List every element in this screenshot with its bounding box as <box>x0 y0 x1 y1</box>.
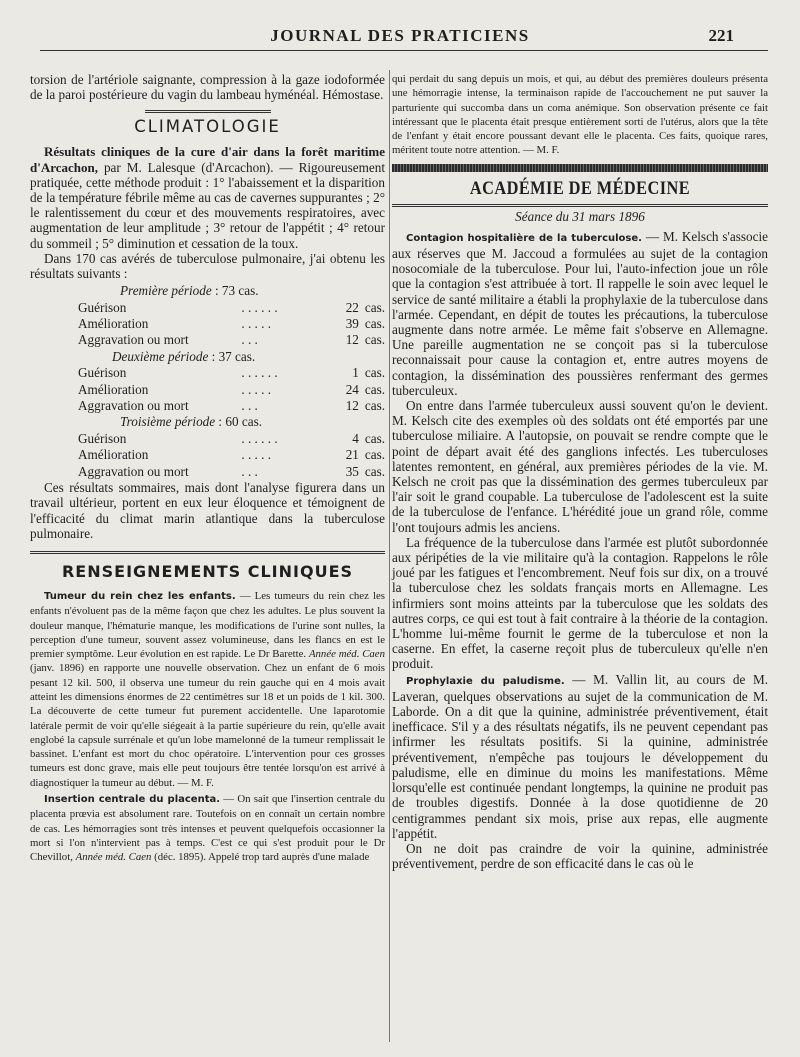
journal-title: JOURNAL DES PRATICIENS <box>270 26 530 45</box>
table-row: Guérison . . . . . . 22 cas. <box>78 299 386 315</box>
clim-text2: Dans 170 cas avérés de tuberculose pulmonaire, j'ai obtenu les résultats suivants : <box>30 250 385 282</box>
insertion-lead: Insertion centrale du placenta. <box>44 794 221 806</box>
clim-lead: Résultats cliniques de la cure d'air dans la forêt maritime d'Arcachon, <box>30 144 385 175</box>
frequence-paragraph: La fréquence de la tuberculose dans l'armée est plutôt subordonnée aux péripéties de la vie militaire qu'à la contagion. Rappelons le rôle joué par les fatigues et l'encombrement. Neuf fois sur dix, on a trouvé la tuberculose chez les soldats français morts en Allemagne. Les infirmiers sont moins atteints par la tuberculose que les soldats des autres corps, ce qui est tout à fait contraire à la théorie de la contagion. L'homme lui-même fournit le germe de la tuberculose et non la caserne. En effet, la caserne reçoit plus de tuberculeux qu'elle n'en produit. <box>392 534 768 672</box>
clim-conclusion: Ces résultats sommaires, mais dont l'analyse figurera dans un travail ultérieur, portent en eux leur éloquence et témoignent de l'efficacité du climat marin atlantique dans la tuberculose pulmonaire. <box>30 480 385 541</box>
table-row: Guérison . . . . . . 1 cas. <box>78 365 386 381</box>
prophylaxie-lead: Prophylaxie du paludisme. <box>406 675 565 687</box>
header-rule <box>40 50 768 51</box>
table-row: Aggravation ou mort . . . 12 cas. <box>78 398 386 414</box>
section-rule <box>30 551 385 554</box>
climatologie-paragraph <box>30 144 385 250</box>
kelsch-paragraph: On entre dans l'armée tuberculeux aussi souvent qu'on le devient. M. Kelsch cite des exemples où des soldats ont été emportés par une tuberculose miliaire. A l'autopsie, on pouvait se rendre compte que le point de départ avait été des ganglions infectés. Les tuberculoses latentes remontent, en général, aux premières périodes de la vie. M. Kelsch ne croit pas que la dissémination des germes tuberculeux par l'air soit le grand coupable. La tuberculose de l'adolescent est la suite de la tuberculose de l'enfance. L'hérédité joue un grand rôle, comme l'ont toujours admis les anciens. <box>392 398 768 535</box>
table-row: Amélioration . . . . . 21 cas. <box>78 447 386 463</box>
contagion-lead: Contagion hospitalière de la tuberculose. <box>406 232 642 244</box>
tumeur-paragraph: Tumeur du rein chez les enfants. — Les tumeurs du rein chez les enfants n'évoluent pas de la même façon que chez les adultes. Le plus souvent la douleur manque, l'hématurie manque, les modifications de l'urine sont nulles, la perception d'une tumeur, souvent assez volumineuse, dans les flancs en est le premier symptôme. Leur évolution en est rapide. Le Dr Barette. Année méd. Caen (janv. 1896) en rapporte une nouvelle observation. Chez un enfant de 6 mois pesant 12 kil. 500, il observa une tumeur du rein gauche qui en 4 mois avait atteint les dimensions énormes de 22 centimètres sur 18 et un poids de 1 kil. 300. La découverte de cette tumeur fut purement accidentelle. Une laparotomie latérale permit de voir qu'elle siégeait à la partie supérieure du rein, qu'elle avait englobé la capsule surrénale et qu'un lobe mamelonné de la tumeur remplissait le bassinet. L'enfant est mort du choc opératoire. L'intervention pour ces grosses tumeurs est donc grave, mais elle peut toujours être tentée lorsqu'on est arrivé à diagnostiquer la tumeur au début. — M. F. <box>30 589 385 789</box>
period-title: Première période : 73 cas. <box>120 283 259 299</box>
seance-date: Séance du 31 mars 1896 <box>515 208 645 224</box>
renseignements-heading <box>30 551 385 581</box>
last-paragraph: On ne doit pas craindre de voir la quinine, administrée préventivement, perdre de son efficacité dans le cas où le <box>392 840 768 872</box>
right-column <box>392 72 768 871</box>
ornament-rule <box>145 110 271 113</box>
table-row: Guérison . . . . . . 4 cas. <box>78 430 386 446</box>
period-title: Deuxième période : 37 cas. <box>112 348 256 364</box>
climatologie-heading <box>30 110 385 136</box>
tumeur-lead: Tumeur du rein chez les enfants. <box>44 590 236 602</box>
prophylaxie-paragraph: Prophylaxie du paludisme. — M. Vallin lit, au cours de M. Laveran, quelques observations au sujet de la communication de M. Laborde. On a dit que la quinine, administrée préventivement, était inefficace. S'il y a des résultats négatifs, ils ne peuvent cependant pas infirmer les résultats positifs. Si la quinine, administrée préventivement, n'empêche pas toujours le développement du paludisme, elle en diminue du moins les manifestations. Même lorsqu'elle est continuée pendant longtemps, la quinine ne produit pas de troubles digestifs. Donnée à la dose quotidienne de 20 centigrammes pendant six mois, prise aux repas, elle augmente l'appétit. <box>392 671 768 841</box>
climatologie-title: CLIMATOLOGIE <box>134 117 281 137</box>
insertion-paragraph: Insertion centrale du placenta. — On sait que l'insertion centrale du placenta prœvia est absolument rare. Toutefois on en connaît un certain nombre de cas. Les hémorragies sont très intenses et peuvent quelquefois occasionner la mort si l'on n'intervient pas à temps. C'est ce qui s'est produit pour le Dr Chevillot, Année méd. Caen (déc. 1895). Appelé trop tard auprès d'une malade <box>30 793 385 864</box>
period-title: Troisième période : 60 cas. <box>120 414 263 430</box>
page-header <box>0 18 800 60</box>
ornament-band <box>392 164 768 172</box>
continuation-paragraph: qui perdait du sang depuis un mois, et qui, au début des premières douleurs présenta une hémorragie intense, la terminaison rapide de l'accouchement ne put sauver la parturiente qui succomba dans un coma anémique. Son observation présente ce fait intéressant que le placenta était presque entièrement sorti de l'utérus, alors que la tête de l'enfant y était encore poussant devant elle le placenta. Ces faits, quoique rares, méritent toute notre attention. — M. F. <box>392 73 768 157</box>
clim-text1: — Rigoureusement pratiquée, cette méthode produit : 1° l'abaissement et la disparition de la température fébrile même au cas de cavernes suppurantes ; 2° le ralentissement du cœur et des mouvements respiratoires, avec augmentation de leur amplitude ; 3° retour de l'appétit ; 4° retour du sommeil ; 5° diminution et cessation de la toux. <box>30 159 386 251</box>
table-row: Amélioration . . . . . 24 cas. <box>78 381 386 397</box>
academie-rule <box>392 204 768 207</box>
academie-title: ACADÉMIE DE MÉDECINE <box>469 177 691 199</box>
left-column <box>30 72 385 865</box>
column-divider <box>389 70 390 1042</box>
table-row: Amélioration . . . . . 39 cas. <box>78 316 386 332</box>
contagion-paragraph: Contagion hospitalière de la tuberculose. — M. Kelsch s'associe aux réserves que M. Jaccoud a formulées au sujet de la contagion nosocomiale de la tuberculose. Pour lui, l'auto-infection joue un rôle que la contagion s'est attribuée à tort. Il rappelle le soin avec lequel le service de santé militaire a établi la prophylaxie de la tuberculose dans l'armée. Cependant, en dépit de toutes les précautions, la tuberculose augmente dans notre armée. Le même fait s'observe en Allemagne. Une pareille augmentation ne se conçoit pas si la tuberculose reconnaissait pour cause la contagion et, entre autres moyens de contagion, la dissémination des poussières renfermant des germes tuberculeux. <box>392 228 769 398</box>
table-row: Aggravation ou mort . . . 35 cas. <box>78 463 386 479</box>
clim-author: par M. Lalesque (d'Arcachon). <box>98 159 274 175</box>
page-number: 221 <box>708 26 734 45</box>
intro-paragraph: torsion de l'artériole saignante, compression à la gaze iodoformée de la paroi postérieure du vagin du lambeau hyménéal. Hémostase. <box>30 72 385 103</box>
renseignements-title: RENSEIGNEMENTS CLINIQUES <box>61 561 354 581</box>
results-table <box>30 283 385 480</box>
table-row: Aggravation ou mort . . . 12 cas. <box>78 332 386 348</box>
